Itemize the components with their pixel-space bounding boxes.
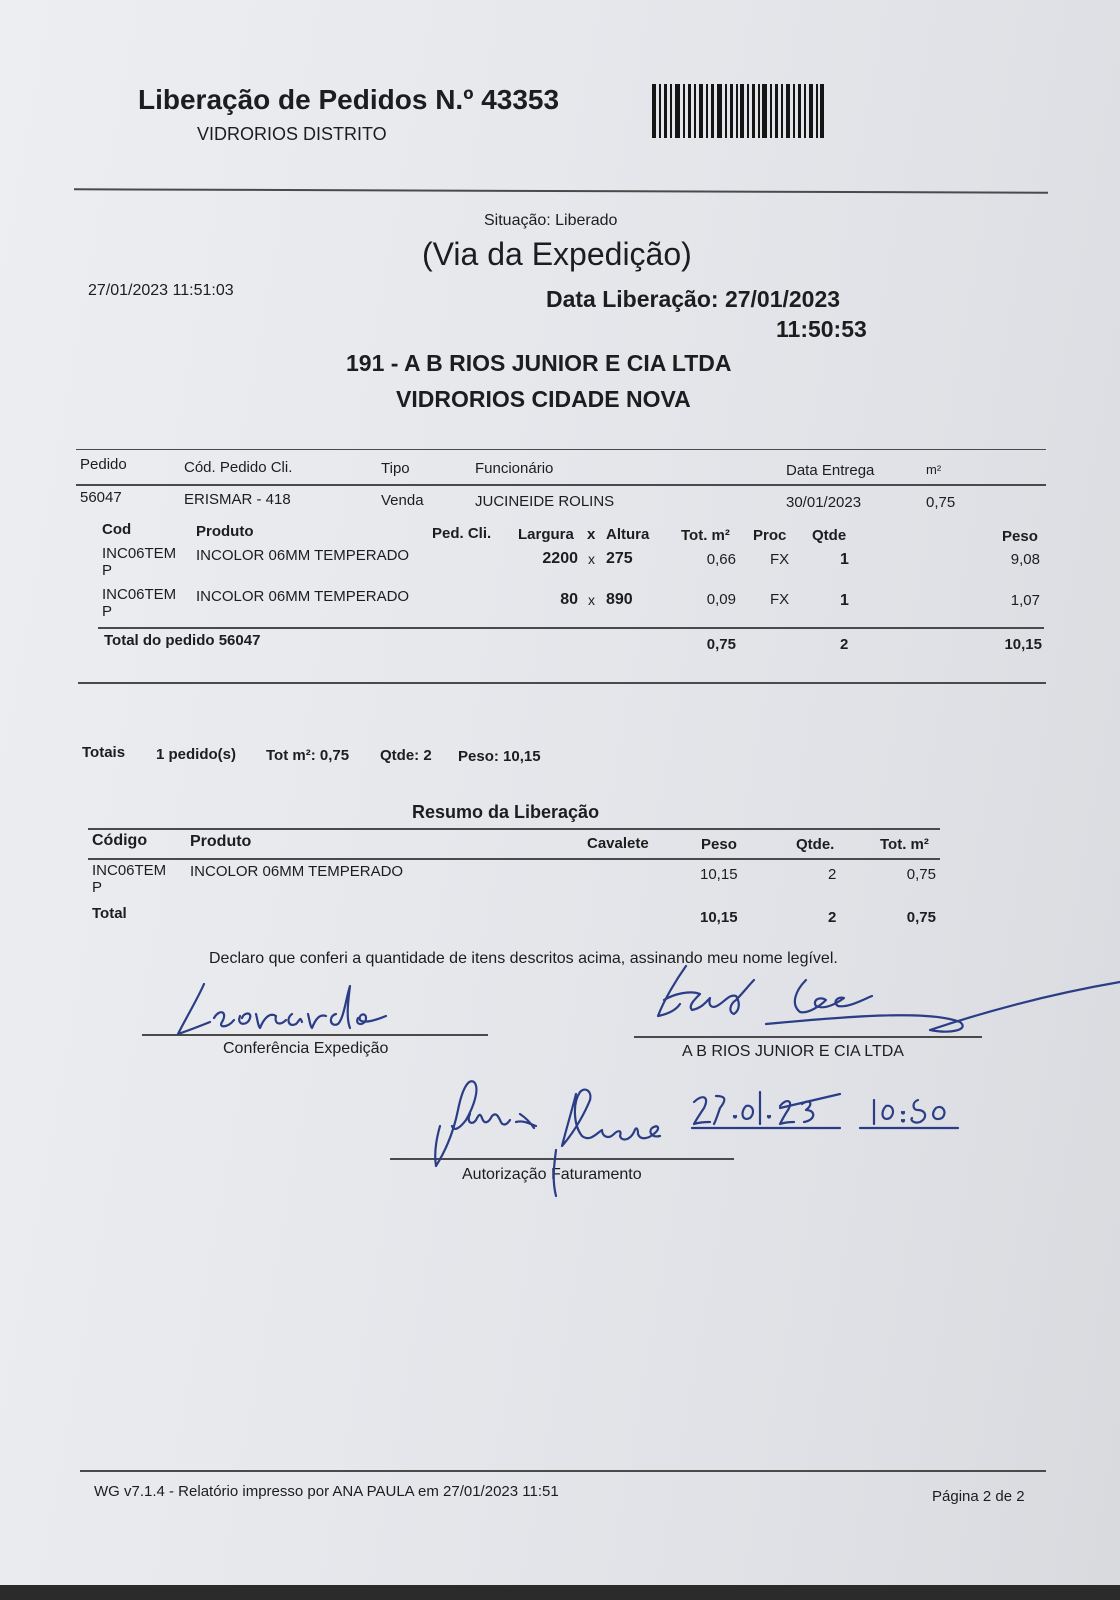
- footer-rule: [80, 1470, 1046, 1472]
- item-header-tot-m2: Tot. m²: [681, 527, 730, 544]
- summary-row-peso: 10,15: [700, 866, 738, 883]
- order-m2: 0,75: [926, 494, 956, 511]
- order-funcionario: JUCINEIDE ROLINS: [475, 493, 615, 510]
- summary-row-tot-m2: 0,75: [906, 866, 936, 883]
- col-header-tipo: Tipo: [381, 460, 410, 477]
- summary-title: Resumo da Liberação: [412, 802, 600, 822]
- totals-qtde: Qtde: 2: [380, 747, 432, 764]
- item-row-1-largura: 2200: [542, 550, 578, 567]
- item-header-largura: Largura: [518, 526, 574, 543]
- summary-top-rule: [88, 828, 940, 830]
- footer-printed-by: WG v7.1.4 - Relatório impresso por ANA PAULA em 27/01/2023 11:51: [94, 1483, 559, 1500]
- footer-page-number: Página 2 de 2: [932, 1488, 1025, 1505]
- order-total-tot-m2: 0,75: [706, 636, 736, 653]
- item-row-2-produto: INCOLOR 06MM TEMPERADO: [196, 588, 410, 605]
- summary-row-produto: INCOLOR 06MM TEMPERADO: [190, 863, 404, 880]
- order-total-qtde: 2: [840, 636, 849, 653]
- totals-pedidos: 1 pedido(s): [156, 746, 237, 763]
- totals-peso: Peso: 10,15: [458, 748, 541, 765]
- item-header-proc: Proc: [753, 527, 787, 544]
- item-header-peso: Peso: [1002, 528, 1038, 545]
- summary-total-peso: 10,15: [700, 909, 738, 926]
- col-header-m2: m²: [926, 462, 942, 477]
- order-total-rule: [98, 627, 1044, 629]
- handwritten-signature-cliente: [650, 960, 1120, 1070]
- summary-header-peso: Peso: [701, 836, 737, 853]
- item-row-2-altura: 890: [606, 591, 633, 608]
- summary-header-produto: Produto: [190, 833, 252, 850]
- order-total-label: Total do pedido 56047: [104, 632, 261, 649]
- item-header-altura: Altura: [606, 526, 650, 543]
- item-header-cod: Cod: [102, 521, 132, 538]
- summary-total-qtde: 2: [828, 909, 837, 926]
- item-row-2-largura: 80: [560, 591, 578, 608]
- order-tipo: Venda: [381, 492, 424, 509]
- totals-tot-m2: Tot m²: 0,75: [266, 747, 350, 764]
- col-header-cod-pedido-cli: Cód. Pedido Cli.: [184, 459, 293, 476]
- item-row-2-tot-m2: 0,09: [706, 591, 736, 608]
- item-header-ped-cli: Ped. Cli.: [432, 525, 492, 542]
- document-title: Liberação de Pedidos N.º 43353: [138, 84, 560, 115]
- item-row-1-produto: INCOLOR 06MM TEMPERADO: [196, 547, 410, 564]
- handwritten-signature-autorizacao: [426, 1070, 686, 1200]
- item-row-1-x: x: [588, 551, 595, 567]
- item-row-1-tot-m2: 0,66: [706, 551, 736, 568]
- client-store: VIDRORIOS CIDADE NOVA: [396, 386, 691, 412]
- summary-total-label: Total: [92, 905, 127, 922]
- order-data-entrega: 30/01/2023: [786, 494, 862, 511]
- item-row-1-peso: 9,08: [1010, 551, 1040, 568]
- order-table-top-rule: [76, 449, 1046, 450]
- printed-timestamp: 27/01/2023 11:51:03: [88, 282, 234, 299]
- barcode: [652, 84, 824, 138]
- background-strip: [0, 1585, 1120, 1600]
- declaration-text: Declaro que conferi a quantidade de itens descritos acima, assinando meu nome legível.: [209, 950, 838, 967]
- col-header-funcionario: Funcionário: [475, 460, 554, 477]
- release-time: 11:50:53: [776, 316, 867, 342]
- client-name: 191 - A B RIOS JUNIOR E CIA LTDA: [346, 350, 732, 376]
- company-name: VIDRORIOS DISTRITO: [197, 124, 387, 144]
- item-row-2-cod: INC06TEM P: [102, 586, 177, 620]
- signature-label-cliente: A B RIOS JUNIOR E CIA LTDA: [682, 1043, 904, 1060]
- summary-row-codigo: INC06TEM P: [92, 862, 167, 896]
- handwritten-signature-leonardo: [170, 978, 410, 1042]
- order-pedido: 56047: [80, 489, 122, 506]
- status-text: Situação: Liberado: [484, 212, 618, 229]
- totals-label: Totais: [82, 744, 126, 761]
- summary-header-qtde: Qtde.: [796, 836, 835, 853]
- order-cod-pedido-cli: ERISMAR - 418: [184, 491, 291, 508]
- order-section-end-rule: [78, 682, 1046, 684]
- item-row-2-x: x: [588, 592, 595, 608]
- item-header-x: x: [587, 526, 596, 543]
- item-row-2-peso: 1,07: [1010, 592, 1040, 609]
- handwritten-date: [690, 1086, 970, 1146]
- item-header-produto: Produto: [196, 523, 254, 540]
- item-row-1-altura: 275: [606, 550, 633, 567]
- col-header-data-entrega: Data Entrega: [786, 462, 875, 479]
- order-total-peso: 10,15: [1004, 636, 1042, 653]
- summary-header-cavalete: Cavalete: [587, 835, 649, 852]
- item-row-1-cod: INC06TEM P: [102, 545, 177, 579]
- item-header-qtde: Qtde: [812, 527, 847, 544]
- header-divider: [74, 188, 1048, 193]
- item-row-1-qtde: 1: [840, 551, 849, 568]
- via-label: (Via da Expedição): [422, 236, 692, 272]
- order-header-rule: [76, 484, 1046, 486]
- summary-row-qtde: 2: [828, 866, 837, 883]
- summary-header-rule: [88, 858, 940, 860]
- summary-header-tot-m2: Tot. m²: [880, 836, 929, 853]
- col-header-pedido: Pedido: [80, 456, 127, 473]
- item-row-2-proc: FX: [770, 591, 790, 608]
- summary-header-codigo: Código: [92, 832, 148, 849]
- release-date: Data Liberação: 27/01/2023: [546, 286, 841, 312]
- item-row-2-qtde: 1: [840, 592, 849, 609]
- summary-total-tot-m2: 0,75: [906, 909, 936, 926]
- item-row-1-proc: FX: [770, 551, 790, 568]
- signature-label-autorizacao: Autorização Faturamento: [462, 1166, 642, 1183]
- signature-label-conferencia: Conferência Expedição: [223, 1040, 389, 1057]
